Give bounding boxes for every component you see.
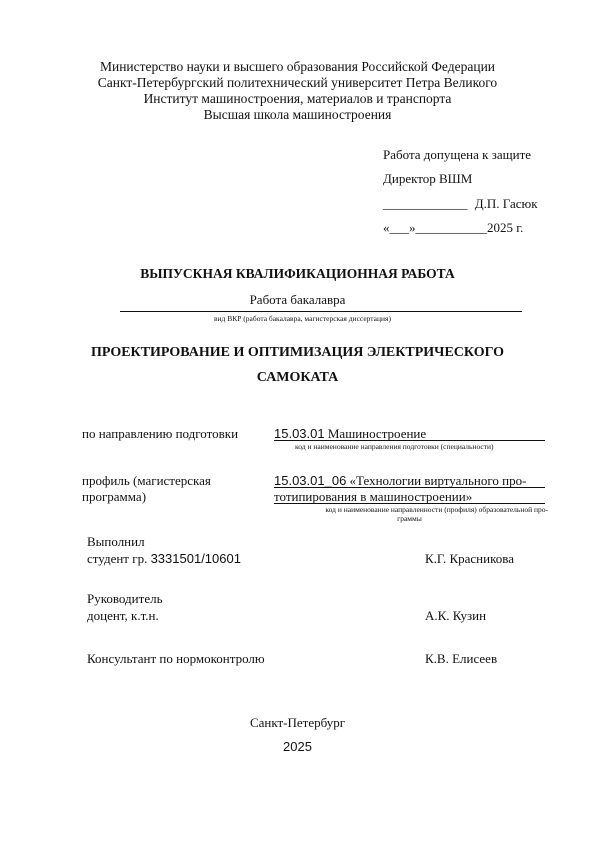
supervisor-name: А.К. Кузин xyxy=(425,608,487,623)
profile-hint-line1: код и наименование направленности (профиля) образовательной про- xyxy=(325,505,548,514)
director-name: Д.П. Гасюк xyxy=(474,196,538,211)
city: Санкт-Петербург xyxy=(249,715,346,730)
profile-value-line2: тотипирования в машиностроении» xyxy=(274,489,473,504)
topic-title-line1: ПРОЕКТИРОВАНИЕ И ОПТИМИЗАЦИЯ ЭЛЕКТРИЧЕСКОГО xyxy=(90,345,505,360)
work-kind: Работа бакалавра xyxy=(249,292,346,307)
profile-hint-line2: граммы xyxy=(397,514,422,523)
profile-label-line2: программа) xyxy=(82,489,147,504)
direction-label: по направлению подготовки xyxy=(82,426,239,441)
institute-line: Институт машиностроения, материалов и транспорта xyxy=(143,91,452,106)
year: 2025 xyxy=(283,739,312,754)
student-row xyxy=(87,551,241,567)
supervisor-title: доцент, к.т.н. xyxy=(87,608,159,623)
consultant-name: К.В. Елисеев xyxy=(425,651,498,666)
signature-line: _____________ xyxy=(383,196,468,211)
student-name: К.Г. Красникова xyxy=(425,551,514,566)
direction-name: Машиностроение xyxy=(324,426,427,441)
admitted-to-defense: Работа допущена к защите xyxy=(383,147,532,162)
university-line: Санкт-Петербургский политехнический университет Петра Великого xyxy=(97,75,498,90)
profile-underline-2 xyxy=(274,503,545,504)
supervisor-label: Руководитель xyxy=(87,591,163,606)
profile-underline-1 xyxy=(274,487,545,488)
director-label: Директор ВШМ xyxy=(383,171,473,186)
direction-code: 15.03.01 xyxy=(274,426,325,441)
work-kind-hint: вид ВКР (работа бакалавра, магистерская диссертация) xyxy=(214,314,391,323)
ministry-line: Министерство науки и высшего образования Российской Федерации xyxy=(99,59,496,74)
director-signature-row xyxy=(383,196,538,212)
topic-title-line2: САМОКАТА xyxy=(256,370,339,385)
profile-name-part1: «Технологии виртуального про- xyxy=(346,473,527,488)
direction-hint: код и наименование направления подготовки (специальности) xyxy=(295,442,494,451)
direction-underline xyxy=(274,440,545,441)
school-line: Высшая школа машиностроения xyxy=(203,107,392,122)
performed-label: Выполнил xyxy=(87,534,145,549)
profile-code: 15.03.01_06 xyxy=(274,473,347,488)
profile-label-line1: профиль (магистерская xyxy=(82,473,211,488)
work-kind-underline xyxy=(120,311,522,312)
document-type-title: ВЫПУСКНАЯ КВАЛИФИКАЦИОННАЯ РАБОТА xyxy=(140,266,455,281)
consultant-label: Консультант по нормоконтролю xyxy=(87,651,265,666)
student-label: студент гр. xyxy=(87,551,151,566)
approval-date: «___»___________2025 г. xyxy=(383,220,524,235)
student-group: 3331501/10601 xyxy=(150,551,241,566)
